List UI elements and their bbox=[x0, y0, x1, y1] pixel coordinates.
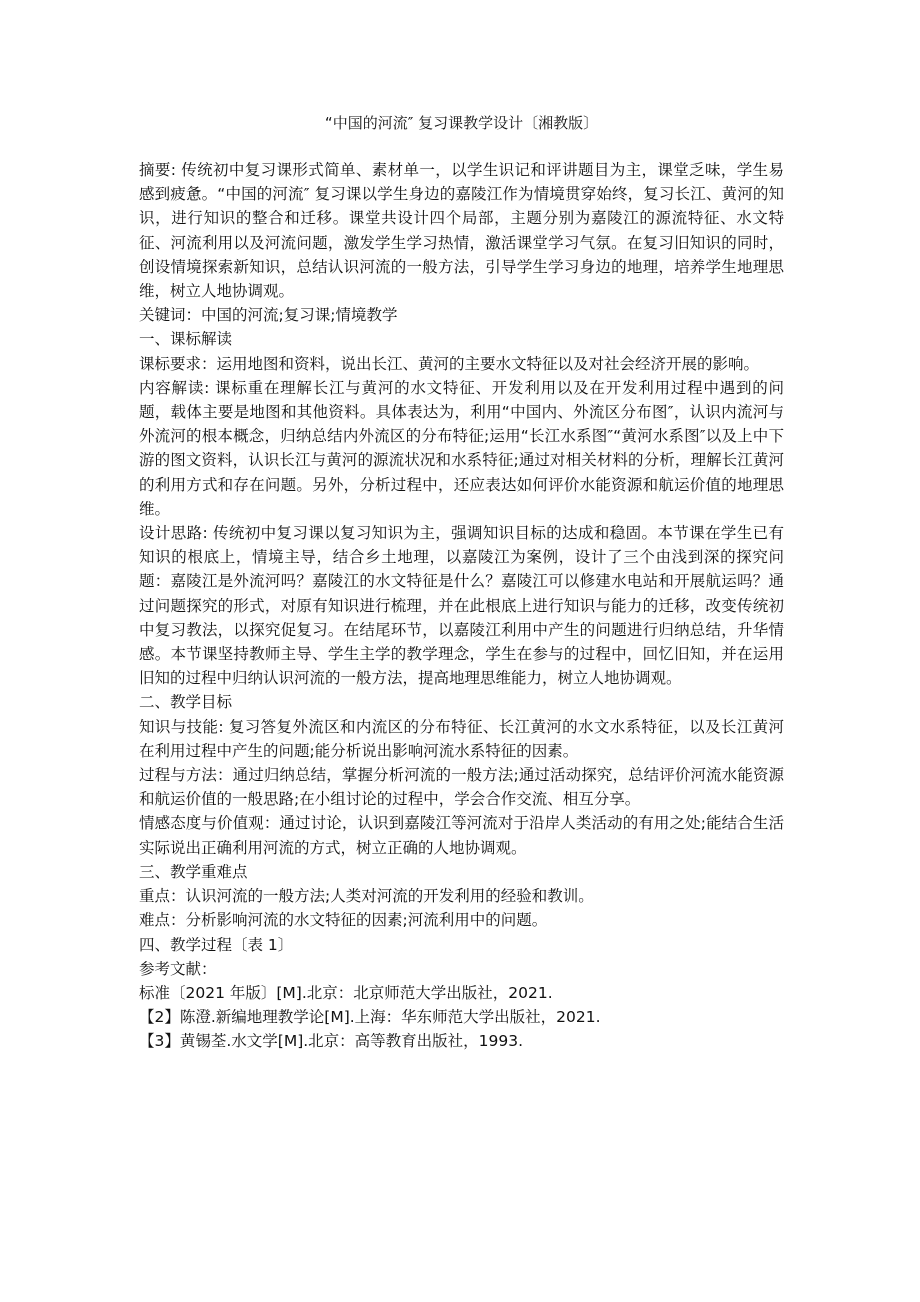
content-interpretation-paragraph: 内容解读: 课标重在理解长江与黄河的水文特征、开发利用以及在开发利用过程中遇到的问题，载体主要是地图和其他资料。具体表达为，利用“中国内、外流区分布图″，认识内流河与外流河的根本概念，归纳总结内外流区的分布特征;运用“长江水系图″“黄河水系图″以及上中下游的图文资料，认识长江与黄河的源流状况和水系特征;通过对相关材料的分析，理解长江黄河的利用方式和存在问题。另外，分析过程中，还应表达如何评价水能资源和航运价值的地理思维。 bbox=[139, 378, 784, 518]
document-title: “中国的河流″ 复习课教学设计〔湘教版〕 bbox=[324, 114, 599, 132]
section-heading-standards: 一、课标解读 bbox=[139, 330, 233, 349]
abstract-paragraph: 摘要: 传统初中复习课形式简单、素材单一，以学生识记和评讲题目为主，课堂乏味，学生易感到疲惫。“中国的河流″ 复习课以学生身边的嘉陵江作为情境贯穿始终，复习长江、黄河的知识，进行知识的整合和迁移。课堂共设计四个局部，主题分别为嘉陵江的源流特征、水文特征、河流利用以及河流问题，激发学生学习热情，激活课堂学习气氛。在复习旧知识的同时，创设情境探索新知识，总结认识河流的一般方法，引导学生学习身边的地理，培养学生地理思维，树立人地协调观。 bbox=[139, 161, 784, 301]
reference-item: 【3】黄锡荃.水文学[M].北京：高等教育出版社，1993. bbox=[139, 1032, 524, 1051]
key-point-line: 重点：认识河流的一般方法;人类对河流的开发利用的经验和教训。 bbox=[139, 887, 594, 906]
section-heading-goals: 二、教学目标 bbox=[139, 693, 233, 712]
goal-process-paragraph: 过程与方法：通过归纳总结，掌握分析河流的一般方法;通过活动探究，总结评价河流水能资源和航运价值的一般思路;在小组讨论的过程中，学会合作交流、相互分享。 bbox=[139, 766, 784, 809]
references-heading: 参考文献： bbox=[139, 959, 217, 978]
design-idea-paragraph: 设计思路: 传统初中复习课以复习知识为主，强调知识目标的达成和稳固。本节课在学生已有知识的根底上，情境主导，结合乡土地理，以嘉陵江为案例，设计了三个由浅到深的探究问题：嘉陵江是外流河吗？嘉陵江的水文特征是什么？嘉陵江可以修建水电站和开展航运吗？通过问题探究的形式，对原有知识进行梳理，并在此根底上进行知识与能力的迁移，改变传统初中复习教法，以探究促复习。在结尾环节，以嘉陵江利用中产生的问题进行归纳总结，升华情感。本节课坚持教师主导、学生主学的教学理念，学生在参与的过程中，回忆旧知，并在运用旧知的过程中归纳认识河流的一般方法，提高地理思维能力，树立人地协调观。 bbox=[139, 524, 784, 688]
section-heading-key-points: 三、教学重难点 bbox=[139, 862, 248, 881]
standard-requirement-paragraph: 课标要求：运用地图和资料，说出长江、黄河的主要水文特征以及对社会经济开展的影响。 bbox=[139, 354, 760, 373]
document-page bbox=[139, 112, 784, 1054]
goal-emotion-paragraph: 情感态度与价值观：通过讨论，认识到嘉陵江等河流对于沿岸人类活动的有用之处;能结合生活实际说出正确利用河流的方式，树立正确的人地协调观。 bbox=[139, 814, 784, 857]
reference-item: 标准〔2021 年版〕[M].北京：北京师范大学出版社，2021. bbox=[139, 983, 553, 1002]
goal-knowledge-paragraph: 知识与技能: 复习答复外流区和内流区的分布特征、长江黄河的水文水系特征，以及长江黄河在利用过程中产生的问题;能分析说出影响河流水系特征的因素。 bbox=[139, 717, 784, 760]
difficult-point-line: 难点：分析影响河流的水文特征的因素;河流利用中的问题。 bbox=[139, 911, 548, 930]
section-heading-process: 四、教学过程〔表 1〕 bbox=[139, 935, 294, 954]
reference-item: 【2】陈澄.新编地理教学论[M].上海：华东师范大学出版社，2021. bbox=[139, 1008, 601, 1027]
keywords-line: 关键词：中国的河流;复习课;情境教学 bbox=[139, 306, 398, 325]
